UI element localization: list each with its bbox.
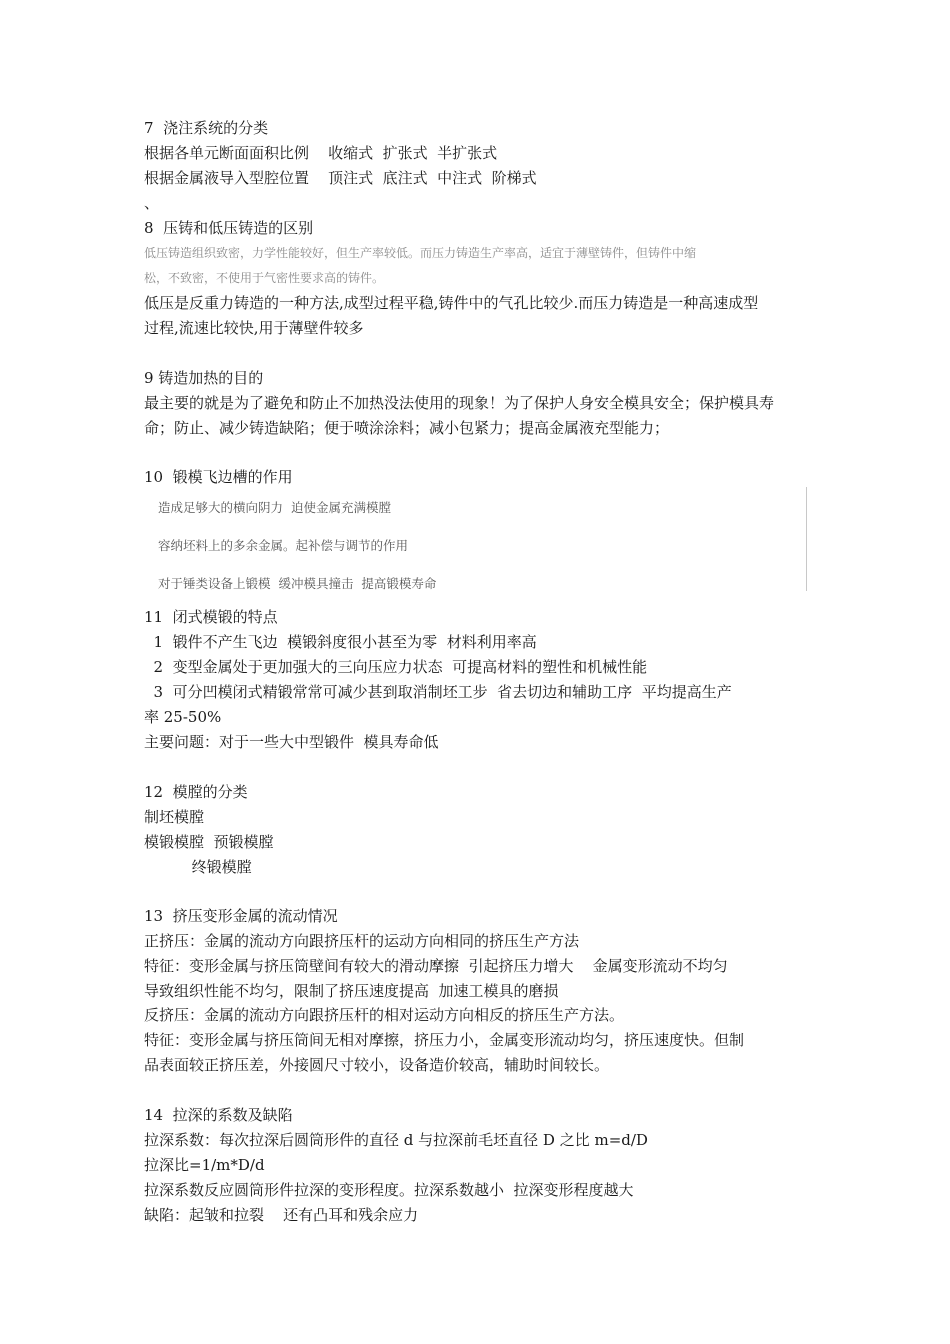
- section-7-line-2: 根据金属液导入型腔位置 顶注式 底注式 中注式 阶梯式: [144, 169, 537, 187]
- section-10-heading: 10 锻模飞边槽的作用: [144, 468, 293, 486]
- section-12-line-1: 制坯模膛: [144, 808, 205, 826]
- section-13-line-5: 特征：变形金属与挤压筒间无相对摩擦，挤压力小，金属变形流动均匀，挤压速度快。但制: [144, 1031, 745, 1049]
- quote-box-border: [806, 487, 807, 591]
- section-11-heading: 11 闭式模锻的特点: [144, 608, 278, 626]
- section-7-heading: 7 浇注系统的分类: [144, 119, 269, 137]
- section-11-line-2: 2 变型金属处于更加强大的三向压应力状态 可提高材料的塑性和机械性能: [144, 658, 648, 676]
- section-9-line-2: 命；防止、减少铸造缺陷；便于喷涂涂料；减小包紧力；提高金属液充型能力；: [144, 419, 670, 437]
- section-12-heading: 12 模膛的分类: [144, 783, 248, 801]
- section-10-item-2: 容纳坯料上的多余金属。起补偿与调节的作用: [158, 538, 409, 553]
- section-14-line-3: 拉深系数反应圆筒形件拉深的变形程度。拉深系数越小 拉深变形程度越大: [144, 1181, 634, 1199]
- section-13-line-2: 特征：变形金属与挤压筒壁间有较大的滑动摩擦 引起挤压力增大 金属变形流动不均匀: [144, 957, 728, 975]
- section-14-line-1: 拉深系数：每次拉深后圆筒形件的直径 d 与拉深前毛坯直径 D 之比 m=d/D: [144, 1131, 648, 1149]
- section-11-line-3: 3 可分凹模闭式精锻常常可减少甚到取消制坯工步 省去切边和辅助工序 平均提高生产: [144, 683, 732, 701]
- section-11-line-4: 率 25-50%: [144, 708, 222, 726]
- section-13-line-3: 导致组织性能不均匀，限制了挤压速度提高 加速工模具的磨损: [144, 982, 559, 1000]
- section-13-line-6: 品表面较正挤压差，外接圆尺寸较小，设备造价较高，辅助时间较长。: [144, 1056, 610, 1074]
- section-11-line-5: 主要问题：对于一些大中型锻件 模具寿命低: [144, 733, 439, 751]
- section-11-line-1: 1 锻件不产生飞边 模锻斜度很小甚至为零 材料利用率高: [144, 633, 537, 651]
- section-14-line-4: 缺陷：起皱和拉裂 还有凸耳和残余应力: [144, 1206, 419, 1224]
- section-9-heading: 9 铸造加热的目的: [144, 369, 264, 387]
- section-14-heading: 14 拉深的系数及缺陷: [144, 1106, 293, 1124]
- section-8-heading: 8 压铸和低压铸造的区别: [144, 219, 314, 237]
- section-12-line-3: 终锻模膛: [144, 858, 252, 876]
- section-13-line-4: 反挤压：金属的流动方向跟挤压杆的相对运动方向相反的挤压生产方法。: [144, 1006, 625, 1024]
- section-13-line-1: 正挤压：金属的流动方向跟挤压杆的运动方向相同的挤压生产方法: [144, 932, 580, 950]
- section-13-heading: 13 挤压变形金属的流动情况: [144, 907, 338, 925]
- section-8-gray-line-2: 松，不致密，不使用于气密性要求高的铸件。: [144, 271, 385, 285]
- stray-mark: 、: [144, 194, 160, 212]
- section-10-item-1: 造成足够大的横向阴力 迫使金属充满模膛: [158, 500, 391, 515]
- section-14-line-2: 拉深比=1/m*D/d: [144, 1156, 265, 1174]
- section-10-item-3: 对于锤类设备上锻模 缓冲模具撞击 提高锻模寿命: [158, 576, 437, 591]
- section-8-line-2: 过程,流速比较快,用于薄壁件较多: [144, 319, 364, 337]
- section-9-line-1: 最主要的就是为了避免和防止不加热没法使用的现象！为了保护人身安全模具安全；保护模具寿: [144, 394, 775, 412]
- section-12-line-2: 模锻模膛 预锻模膛: [144, 833, 274, 851]
- section-8-gray-line-1: 低压铸造组织致密，力学性能较好，但生产率较低。而压力铸造生产率高，适宜于薄壁铸件，但铸件中缩: [144, 246, 697, 260]
- section-8-line-1: 低压是反重力铸造的一种方法,成型过程平稳,铸件中的气孔比较少.而压力铸造是一种高速成型: [144, 294, 759, 312]
- section-7-line-1: 根据各单元断面面积比例 收缩式 扩张式 半扩张式: [144, 144, 498, 162]
